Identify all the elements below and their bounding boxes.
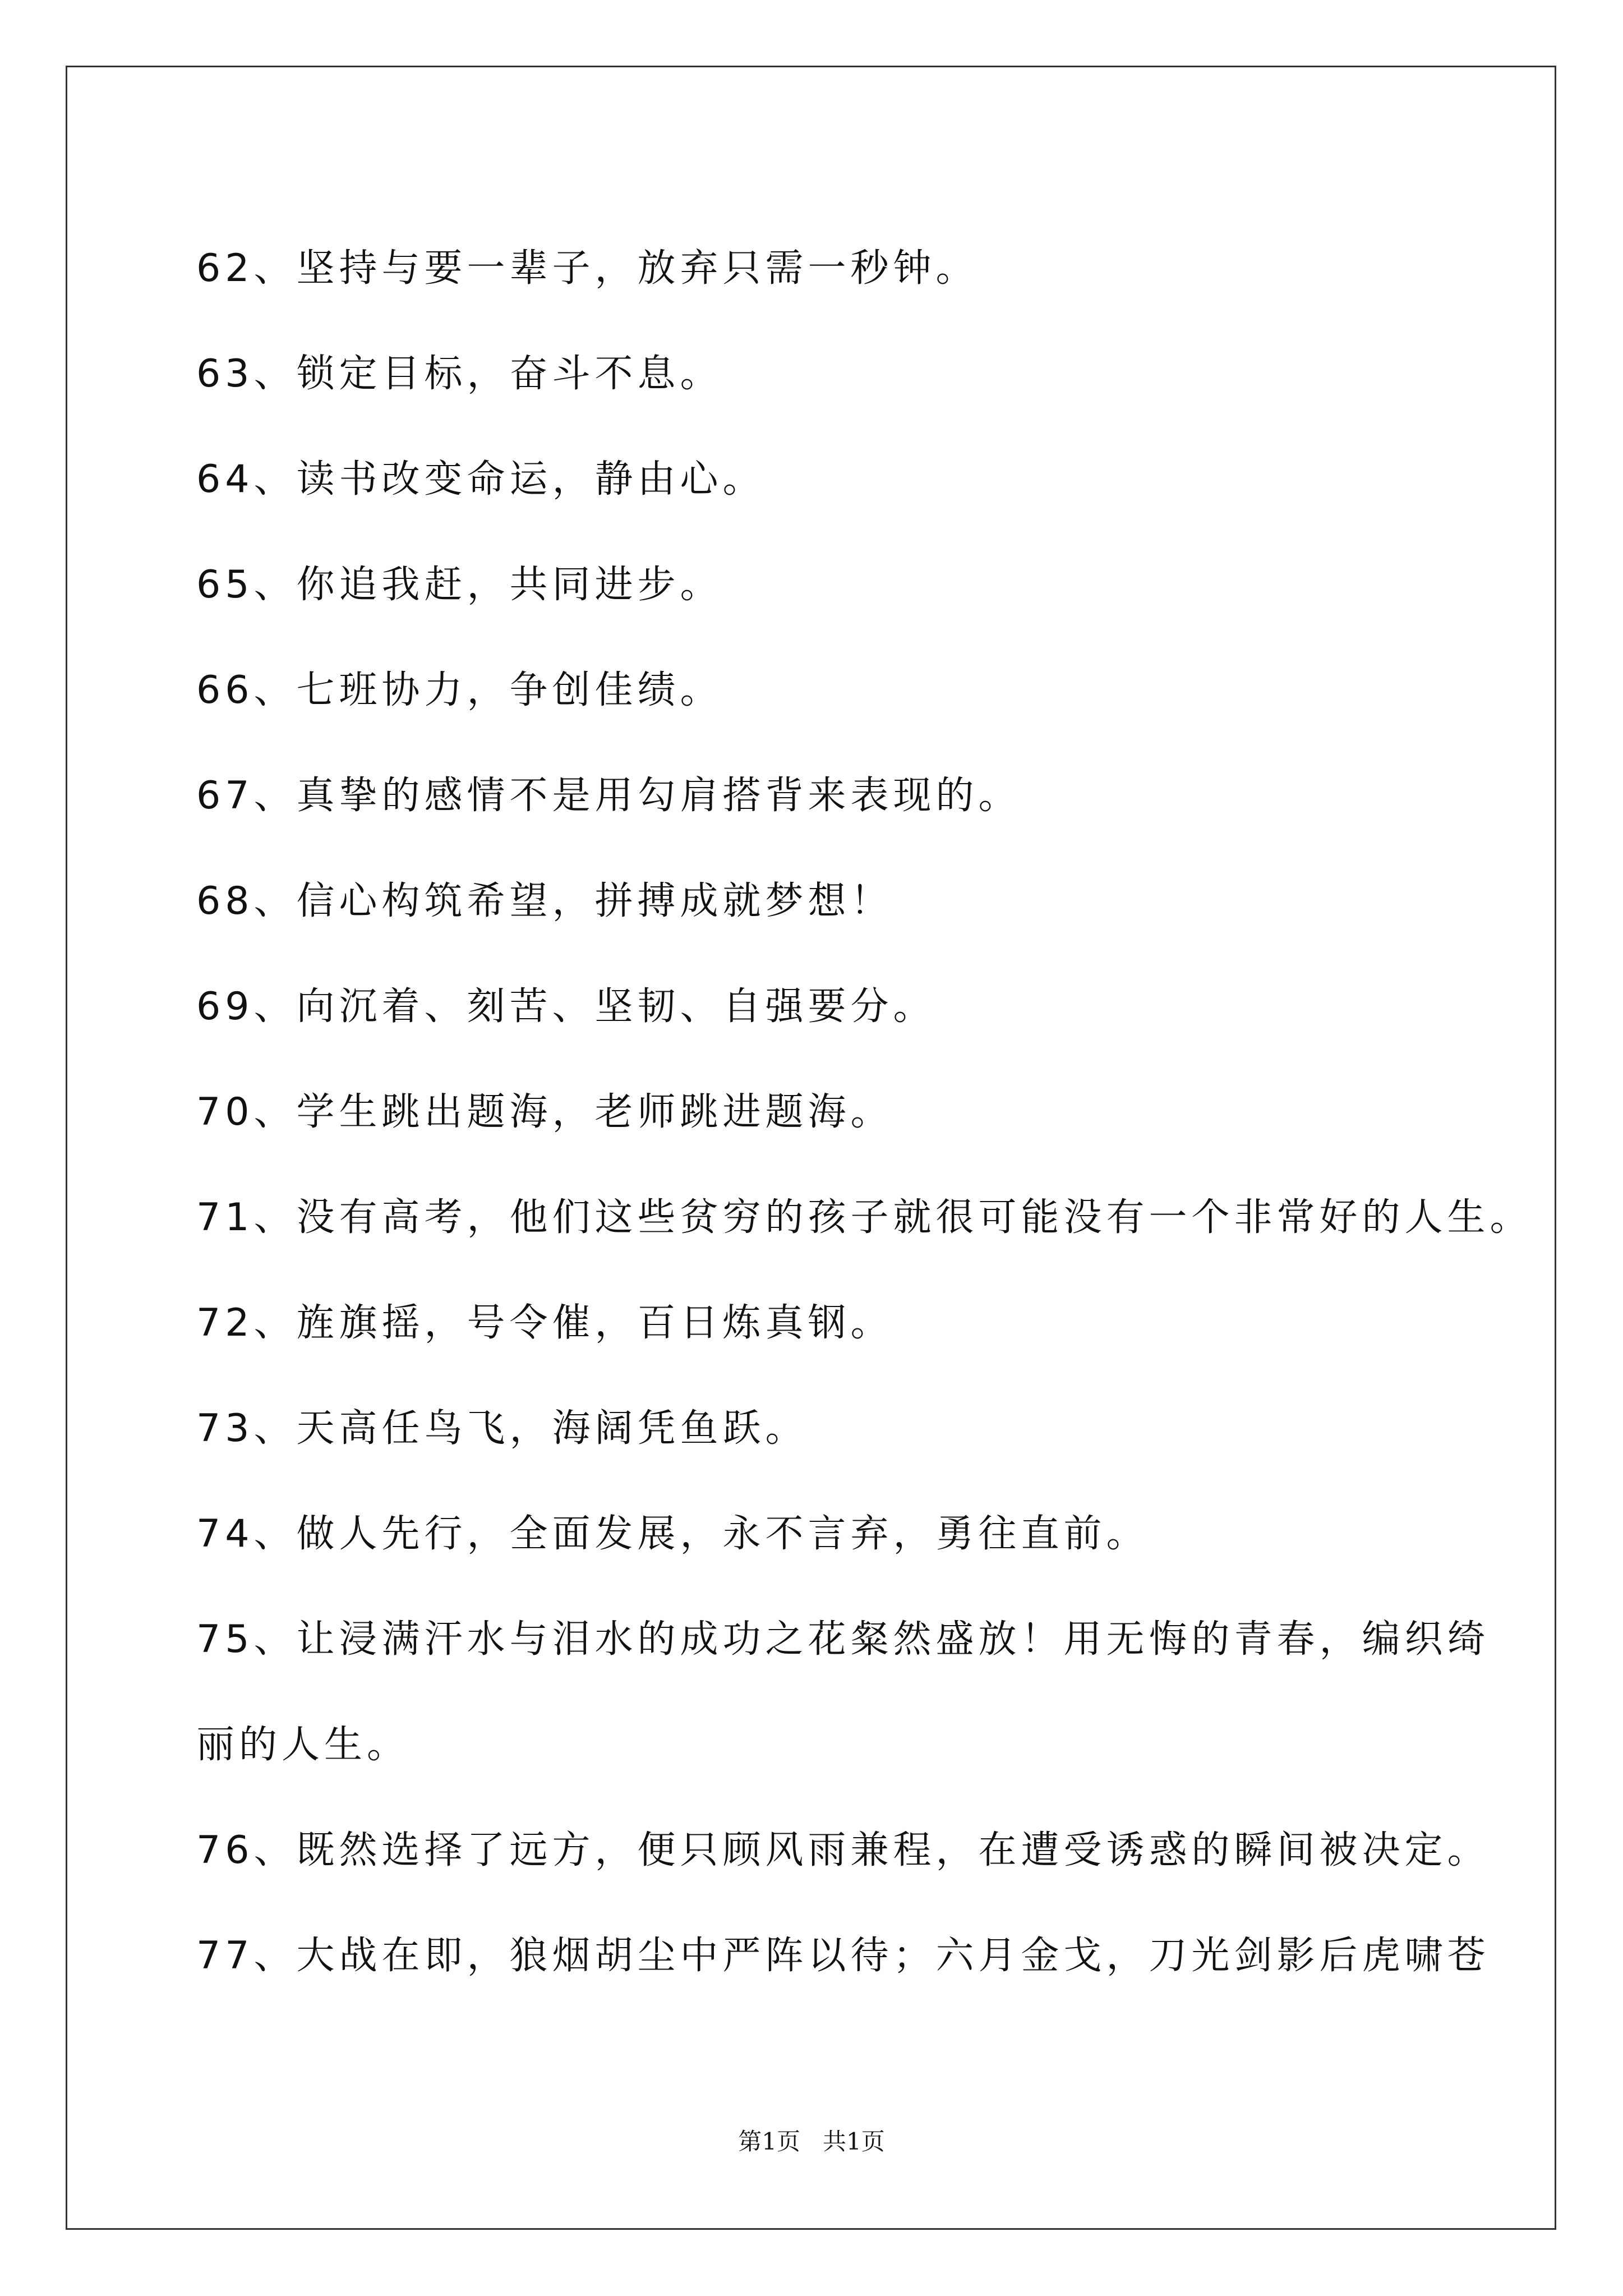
text-line: 66、七班协力，争创佳绩。 (196, 668, 723, 712)
page-total: 共1页 (823, 2128, 885, 2155)
page-footer (0, 2125, 1623, 2159)
text-line: 65、你追我赶，共同进步。 (196, 563, 723, 607)
text-line: 77、大战在即，狼烟胡尘中严阵以待；六月金戈，刀光剑影后虎啸苍 (196, 1934, 1490, 1978)
text-line: 74、做人先行，全面发展，永不言弃，勇往直前。 (196, 1512, 1149, 1556)
text-line: 67、真挚的感情不是用勾肩搭背来表现的。 (196, 774, 1021, 818)
document-body (196, 216, 1533, 2009)
text-line: 75、让浸满汗水与泪水的成功之花粲然盛放！用无悔的青春，编织绮 (196, 1617, 1490, 1662)
text-line: 71、没有高考，他们这些贫穷的孩子就很可能没有一个非常好的人生。 (196, 1195, 1533, 1240)
text-line: 69、向沉着、刻苦、坚韧、自强要分。 (196, 984, 936, 1029)
text-line: 64、读书改变命运，静由心。 (196, 457, 766, 501)
text-line: 丽的人生。 (196, 1723, 410, 1767)
text-line: 68、信心构筑希望，拼搏成就梦想！ (196, 879, 893, 923)
page-number: 第1页 (738, 2128, 800, 2155)
text-line: 72、旌旗摇，号令催，百日炼真钢。 (196, 1301, 893, 1345)
text-line: 63、锁定目标，奋斗不息。 (196, 352, 723, 396)
text-line: 70、学生跳出题海，老师跳进题海。 (196, 1090, 893, 1134)
text-line: 62、坚持与要一辈子，放弃只需一秒钟。 (196, 246, 979, 291)
text-line: 76、既然选择了远方，便只顾风雨兼程，在遭受诱惑的瞬间被决定。 (196, 1828, 1490, 1872)
text-line: 73、天高任鸟飞，海阔凭鱼跃。 (196, 1406, 808, 1451)
